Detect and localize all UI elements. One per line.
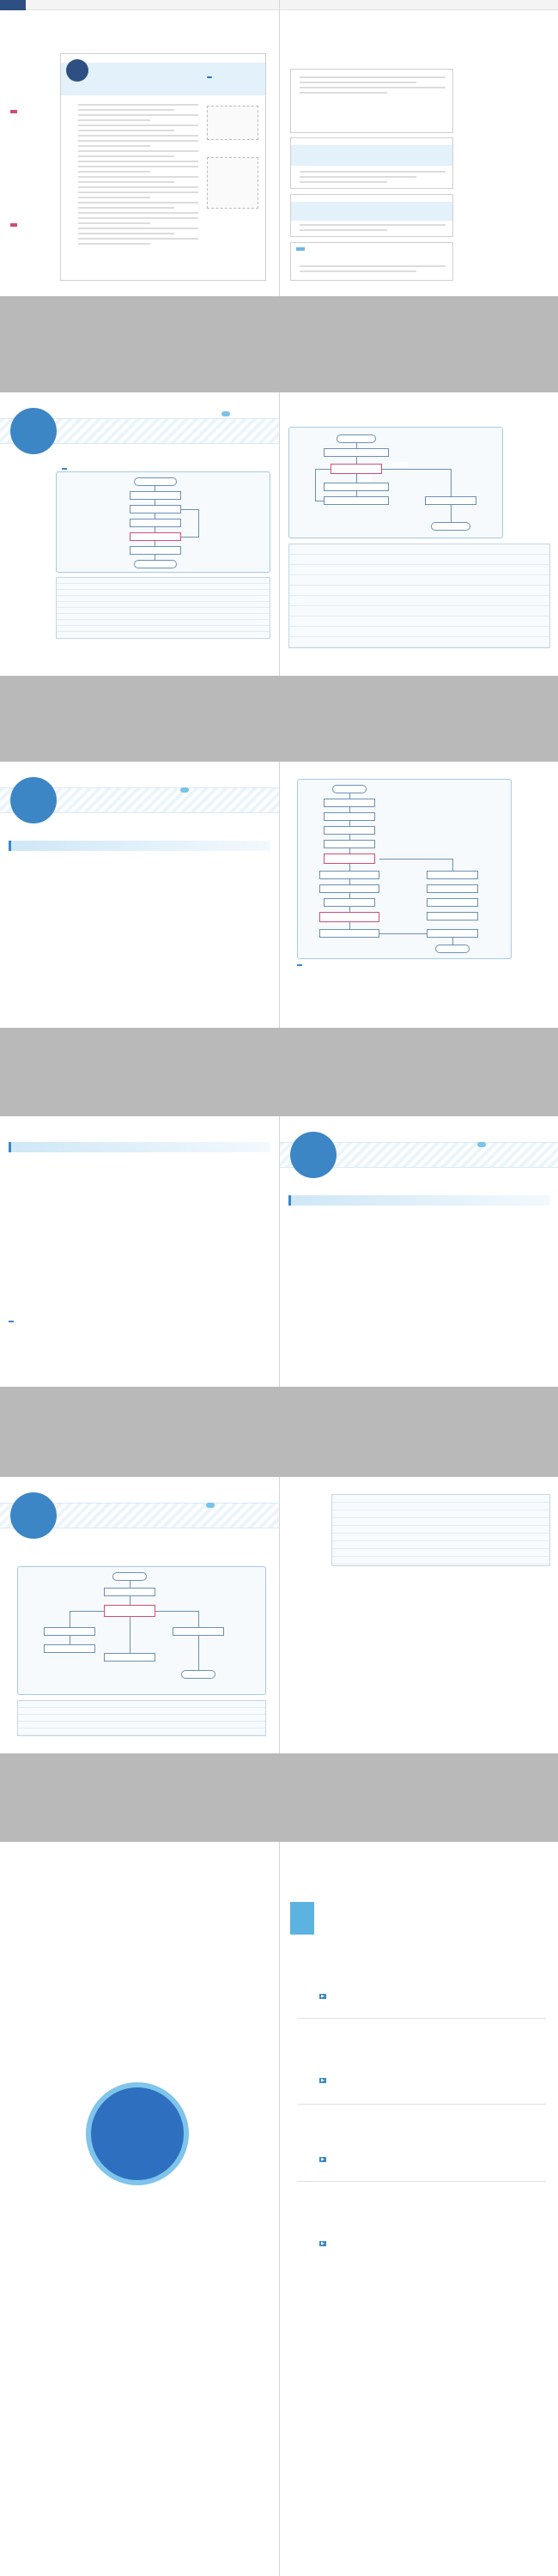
fc-i0 <box>324 812 375 821</box>
fc-start <box>337 434 376 443</box>
fc-cond2 <box>319 912 379 922</box>
fc-step-s <box>130 519 181 527</box>
page-gap <box>0 1753 558 1842</box>
fc-start <box>112 1572 147 1581</box>
footer-right <box>547 1017 549 1023</box>
footer-right <box>547 1376 549 1382</box>
spread-final-test <box>0 1116 558 1387</box>
footer-left <box>9 285 11 291</box>
fc-end <box>134 560 177 568</box>
section-header <box>9 841 270 851</box>
footer-left <box>9 1017 11 1023</box>
final-left-page <box>0 1116 279 1387</box>
part1-cover-page <box>0 1842 279 2576</box>
fc-start <box>134 477 177 486</box>
exam-left-page <box>0 762 279 1028</box>
explanation-table <box>288 544 550 648</box>
spread-part1 <box>0 1842 558 2576</box>
explanation-row <box>57 596 270 602</box>
explanation-table <box>17 1700 266 1736</box>
fc-load <box>324 826 375 835</box>
answer-hint: ▶ <box>321 2241 324 2246</box>
explanation-row <box>57 626 270 632</box>
sample-band <box>61 63 265 95</box>
fc-step-a <box>44 1627 95 1636</box>
fc-inc <box>324 483 389 491</box>
part1-questions-page <box>279 1842 558 2576</box>
footer-right <box>547 285 549 291</box>
sample-page-4 <box>290 194 453 237</box>
flowchart-box <box>288 427 503 538</box>
fc-arr <box>324 799 375 807</box>
fc-write <box>173 1627 224 1636</box>
fc-init <box>130 491 181 500</box>
explanation-row <box>57 590 270 596</box>
fc-step <box>324 496 389 505</box>
part-mini-badge <box>296 247 305 251</box>
explanation-row <box>57 608 270 614</box>
footer-right <box>547 2510 549 2516</box>
fc-max2 <box>427 929 478 938</box>
final-right-page <box>279 1116 558 1387</box>
question-item <box>297 2190 546 2267</box>
answer-hint: ▶ <box>321 1994 324 1999</box>
chapter-icon <box>180 787 189 793</box>
question-notes <box>288 1236 546 1237</box>
sample-lines <box>300 224 446 234</box>
sample-page-2 <box>290 69 453 133</box>
sample-side-box <box>207 157 258 209</box>
sample-lines <box>78 104 198 248</box>
fc-cond <box>104 1605 155 1617</box>
explanation-row <box>57 602 270 608</box>
fc-arrj <box>427 898 478 907</box>
explanation-row <box>289 565 549 575</box>
pink-label-1 <box>10 110 17 113</box>
top-bar <box>280 0 558 10</box>
sample-badge <box>207 76 212 78</box>
page-gap <box>0 1028 558 1116</box>
sample-lines <box>300 171 446 186</box>
sample-lines <box>300 265 446 276</box>
q-badge <box>66 59 88 82</box>
answer-explanation <box>331 1494 550 1566</box>
chapter-icon <box>477 1142 486 1147</box>
question-item <box>297 2112 546 2181</box>
fc-j0 <box>324 840 375 848</box>
fc-label-no <box>360 475 372 481</box>
chapter-number <box>10 1492 57 1539</box>
answer-hint: ▶ <box>321 2157 324 2162</box>
fc-end <box>435 945 470 953</box>
flowchart-box <box>17 1566 266 1695</box>
fc-out <box>427 912 478 920</box>
fc-cmp <box>324 854 375 864</box>
chapter-number <box>10 408 57 454</box>
exam-right-page <box>279 762 558 1028</box>
page-gap <box>0 676 558 762</box>
fc-sumj <box>427 884 478 893</box>
footer-left <box>9 1742 11 1748</box>
chapter-icon <box>206 1503 215 1508</box>
question-notes <box>9 875 266 876</box>
fc-cond <box>331 464 382 474</box>
explanation-row <box>289 637 549 647</box>
fc-step-b <box>44 1644 95 1653</box>
footer-left <box>9 665 11 671</box>
fc-i1 <box>427 871 478 879</box>
result-table-label <box>297 964 302 966</box>
fc-step-n <box>130 505 181 513</box>
question-item <box>297 2026 546 2104</box>
fc-label-yes <box>392 462 408 468</box>
choices-label <box>9 1321 14 1322</box>
explanation-row <box>289 575 549 586</box>
spread-answers <box>0 1477 558 1753</box>
explanation-table <box>56 577 270 639</box>
fc-step-c <box>104 1653 155 1662</box>
explanation-row <box>289 617 549 627</box>
answers-right-page <box>279 1477 558 1753</box>
fc-sum2 <box>319 929 379 938</box>
footer-left <box>9 1376 11 1382</box>
page-gap <box>0 296 558 392</box>
sample-lines <box>300 76 446 97</box>
sample-side-box <box>207 106 258 140</box>
guide-tag <box>0 0 26 10</box>
sample-band <box>291 145 452 166</box>
fc-j <box>324 898 375 907</box>
guide-right-page <box>279 0 558 296</box>
fc-output <box>130 546 181 555</box>
section-header <box>288 1195 550 1206</box>
pink-label-2 <box>10 223 17 227</box>
fc-init <box>104 1588 155 1596</box>
chapter-number <box>10 777 57 823</box>
explanation-row <box>57 614 270 620</box>
sample-page-1 <box>60 53 266 281</box>
algo-left-page <box>0 392 279 676</box>
explanation-row <box>289 627 549 637</box>
chapter-icon <box>221 411 230 416</box>
top-bar <box>0 0 279 10</box>
fc-sum <box>319 884 379 893</box>
footer-right <box>547 665 549 671</box>
page-gap <box>0 1387 558 1477</box>
fc-print <box>425 496 476 505</box>
sample-page-5 <box>290 242 453 281</box>
flowchart-box <box>56 471 270 573</box>
spread-algorithm-basics <box>0 392 558 676</box>
spread-past-exam <box>0 762 558 1028</box>
explanation-row <box>289 586 549 596</box>
explanation-row <box>57 578 270 584</box>
fc-init <box>324 448 389 457</box>
fc-end <box>431 522 470 531</box>
fc-max <box>319 871 379 879</box>
answers-left-page <box>0 1477 279 1753</box>
sample-band <box>291 202 452 221</box>
explanation-row <box>289 544 549 555</box>
fc-cond <box>130 532 181 541</box>
explanation-row <box>289 596 549 606</box>
doshia-logo <box>86 2082 189 2185</box>
flowchart-box-title <box>62 468 67 470</box>
explanation-row <box>289 555 549 565</box>
question-item <box>297 1949 546 2018</box>
footer-right <box>547 1742 549 1748</box>
spread-guide <box>0 0 558 296</box>
guide-left-page <box>0 0 279 296</box>
fc-end <box>181 1670 215 1679</box>
sample-page-3 <box>290 137 453 189</box>
explanation-row <box>57 620 270 626</box>
explanation-row <box>57 584 270 590</box>
part-badge <box>290 1902 314 1935</box>
flowchart-box <box>297 779 512 959</box>
section-header <box>9 1142 270 1152</box>
explanation-row <box>289 606 549 617</box>
algo-right-page <box>279 392 558 676</box>
chapter-number <box>290 1132 337 1178</box>
answer-hint: ▶ <box>321 2078 324 2083</box>
fc-start <box>332 785 367 793</box>
